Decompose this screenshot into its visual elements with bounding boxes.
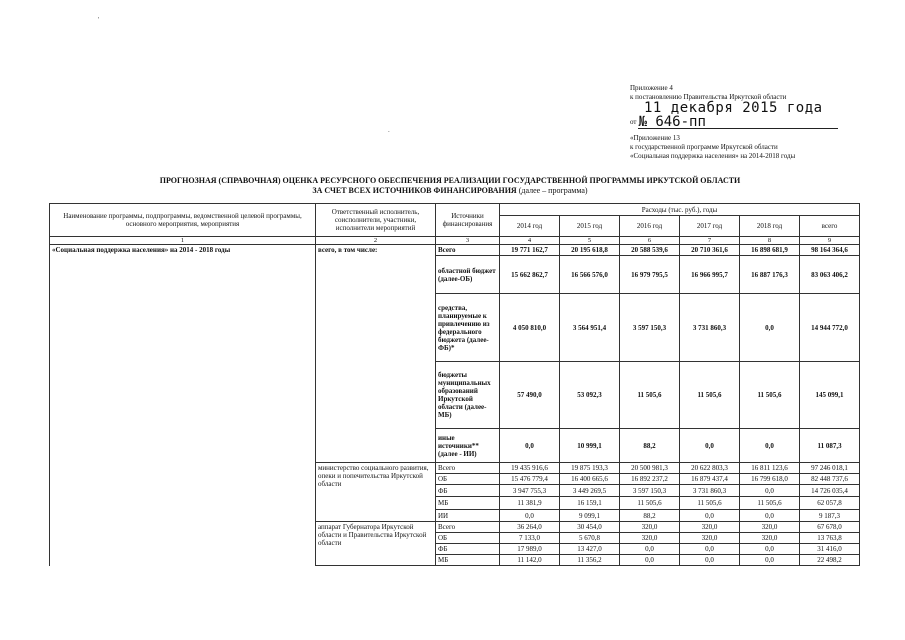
value-cell: 16 799 618,0 <box>740 474 800 485</box>
value-cell: 82 448 737,6 <box>800 474 860 485</box>
table-row <box>50 463 860 474</box>
financing-table <box>49 203 860 566</box>
source-cell: Всего <box>436 522 500 533</box>
underline <box>638 128 838 129</box>
value-cell: 14 726 035,4 <box>800 485 860 497</box>
index-cell: 3 <box>436 237 500 245</box>
header-total: всего <box>800 216 860 237</box>
value-cell: 16 566 576,0 <box>560 256 620 294</box>
source-cell: Всего <box>436 463 500 474</box>
title-line: ПРОГНОЗНАЯ (СПРАВОЧНАЯ) ОЦЕНКА РЕСУРСНОГО ОБЕСПЕЧЕНИЯ РЕАЛИЗАЦИИ ГОСУДАРСТВЕННОЙ ПРОГРАММЫ ИРКУТСКОЙ ОБЛАСТИ <box>159 176 741 185</box>
value-cell: 320,0 <box>680 533 740 544</box>
program-ref-line: к государственной программе Иркутской области <box>630 143 778 151</box>
index-cell: 1 <box>50 237 316 245</box>
title-suffix: (далее – программа) <box>516 186 588 195</box>
value-cell: 0,0 <box>680 555 740 566</box>
value-cell: 0,0 <box>740 429 800 463</box>
source-cell: МБ <box>436 555 500 566</box>
blank-name-cell <box>50 463 316 566</box>
header-source: Источники финансирования <box>436 204 500 237</box>
value-cell: 0,0 <box>740 485 800 497</box>
value-cell: 0,0 <box>680 544 740 555</box>
value-cell: 320,0 <box>680 522 740 533</box>
value-cell: 3 597 150,3 <box>620 485 680 497</box>
value-cell: 320,0 <box>740 533 800 544</box>
value-cell: 3 731 860,3 <box>680 294 740 362</box>
value-cell: 4 050 810,0 <box>500 294 560 362</box>
value-cell: 19 771 162,7 <box>500 245 560 256</box>
index-cell: 2 <box>316 237 436 245</box>
value-cell: 320,0 <box>620 522 680 533</box>
value-cell: 9 187,3 <box>800 510 860 522</box>
value-cell: 16 887 176,3 <box>740 256 800 294</box>
title-line <box>100 186 800 196</box>
value-cell: 0,0 <box>620 544 680 555</box>
value-cell: 17 989,0 <box>500 544 560 555</box>
value-cell: 16 400 665,6 <box>560 474 620 485</box>
value-cell: 0,0 <box>680 429 740 463</box>
value-cell: 11 505,6 <box>740 362 800 429</box>
value-cell: 10 999,1 <box>560 429 620 463</box>
index-cell: 6 <box>620 237 680 245</box>
source-cell: бюджеты муниципальных образований Иркутской области (далее-МБ) <box>436 362 500 429</box>
value-cell: 57 490,0 <box>500 362 560 429</box>
value-cell: 11 505,6 <box>620 362 680 429</box>
value-cell: 20 588 539,6 <box>620 245 680 256</box>
value-cell: 16 979 795,5 <box>620 256 680 294</box>
value-cell: 15 662 862,7 <box>500 256 560 294</box>
header-year: 2014 год <box>500 216 560 237</box>
scan-mark: ' <box>98 16 100 24</box>
title-line-2: ЗА СЧЕТ ВСЕХ ИСТОЧНИКОВ ФИНАНСИРОВАНИЯ <box>312 186 517 195</box>
program-reference <box>630 134 870 161</box>
value-cell: 83 063 406,2 <box>800 256 860 294</box>
value-cell: 62 057,8 <box>800 497 860 510</box>
value-cell: 19 435 916,6 <box>500 463 560 474</box>
value-cell: 3 731 860,3 <box>680 485 740 497</box>
value-cell: 98 164 364,6 <box>800 245 860 256</box>
value-cell: 53 092,3 <box>560 362 620 429</box>
value-cell: 0,0 <box>500 429 560 463</box>
value-cell: 9 099,1 <box>560 510 620 522</box>
value-cell: 0,0 <box>740 555 800 566</box>
value-cell: 16 159,1 <box>560 497 620 510</box>
source-cell: ФБ <box>436 485 500 497</box>
value-cell: 16 879 437,4 <box>680 474 740 485</box>
value-cell: 3 947 755,3 <box>500 485 560 497</box>
value-cell: 11 087,3 <box>800 429 860 463</box>
value-cell: 88,2 <box>620 429 680 463</box>
value-cell: 145 099,1 <box>800 362 860 429</box>
value-cell: 3 564 951,4 <box>560 294 620 362</box>
header-expenses: Расходы (тыс. руб.), годы <box>500 204 860 216</box>
value-cell: 16 966 995,7 <box>680 256 740 294</box>
governor-executor: аппарат Губернатора Иркутской области и Правительства Иркутской области <box>316 522 436 566</box>
value-cell: 16 898 681,9 <box>740 245 800 256</box>
scan-mark: . <box>388 126 390 134</box>
value-cell: 11 142,0 <box>500 555 560 566</box>
value-cell: 88,2 <box>620 510 680 522</box>
value-cell: 67 678,0 <box>800 522 860 533</box>
value-cell: 3 597 150,3 <box>620 294 680 362</box>
source-cell: ИИ <box>436 510 500 522</box>
value-cell: 320,0 <box>740 522 800 533</box>
number-value: № 646-пп <box>638 114 706 130</box>
number-prefix: от <box>630 118 637 126</box>
value-cell: 20 500 981,3 <box>620 463 680 474</box>
value-cell: 11 505,6 <box>620 497 680 510</box>
document-title <box>100 176 800 196</box>
value-cell: 0,0 <box>500 510 560 522</box>
value-cell: 11 381,9 <box>500 497 560 510</box>
source-cell: иные источники** (далее - ИИ) <box>436 429 500 463</box>
index-cell: 9 <box>800 237 860 245</box>
source-cell: ОБ <box>436 533 500 544</box>
index-cell: 8 <box>740 237 800 245</box>
header-name: Наименование программы, подпрограммы, ведомственной целевой программы, основного мероприятия, мероприятия <box>50 204 316 237</box>
source-cell: средства, планируемые к привлечению из федерального бюджета (далее-ФБ)* <box>436 294 500 362</box>
program-name: «Социальная поддержка населения» на 2014 - 2018 годы <box>50 245 316 463</box>
value-cell: 16 811 123,6 <box>740 463 800 474</box>
source-cell: Всего <box>436 245 500 256</box>
value-cell: 11 505,6 <box>680 362 740 429</box>
value-cell: 14 944 772,0 <box>800 294 860 362</box>
header-year: 2018 год <box>740 216 800 237</box>
program-executor: всего, в том числе: <box>316 245 436 463</box>
value-cell: 20 710 361,6 <box>680 245 740 256</box>
ministry-executor: министерство социального развития, опеки и попечительства Иркутской области <box>316 463 436 522</box>
appendix-line: к постановлению Правительства Иркутской области <box>630 93 787 101</box>
value-cell: 13 763,8 <box>800 533 860 544</box>
appendix-line: Приложение 4 <box>630 84 673 92</box>
value-cell: 13 427,0 <box>560 544 620 555</box>
value-cell: 20 622 803,3 <box>680 463 740 474</box>
index-cell: 5 <box>560 237 620 245</box>
source-cell: МБ <box>436 497 500 510</box>
source-cell: ФБ <box>436 544 500 555</box>
value-cell: 5 670,8 <box>560 533 620 544</box>
value-cell: 19 875 193,3 <box>560 463 620 474</box>
value-cell: 31 416,0 <box>800 544 860 555</box>
value-cell: 11 356,2 <box>560 555 620 566</box>
table-row <box>50 245 860 256</box>
value-cell: 30 454,0 <box>560 522 620 533</box>
value-cell: 0,0 <box>740 544 800 555</box>
value-cell: 0,0 <box>740 294 800 362</box>
index-cell: 7 <box>680 237 740 245</box>
index-cell: 4 <box>500 237 560 245</box>
header-year: 2017 год <box>680 216 740 237</box>
header-executor: Ответственный исполнитель, соисполнители, участники, исполнители мероприятий <box>316 204 436 237</box>
appendix-block <box>630 84 870 160</box>
value-cell: 11 505,6 <box>740 497 800 510</box>
value-cell: 16 892 237,2 <box>620 474 680 485</box>
value-cell: 3 449 269,5 <box>560 485 620 497</box>
value-cell: 15 476 779,4 <box>500 474 560 485</box>
value-cell: 0,0 <box>740 510 800 522</box>
value-cell: 36 264,0 <box>500 522 560 533</box>
value-cell: 0,0 <box>620 555 680 566</box>
header-year: 2015 год <box>560 216 620 237</box>
value-cell: 97 246 018,1 <box>800 463 860 474</box>
value-cell: 0,0 <box>680 510 740 522</box>
index-row <box>50 237 860 245</box>
value-cell: 7 133,0 <box>500 533 560 544</box>
program-ref-line: «Приложение 13 <box>630 134 680 142</box>
value-cell: 22 498,2 <box>800 555 860 566</box>
header-year: 2016 год <box>620 216 680 237</box>
source-cell: ОБ <box>436 474 500 485</box>
source-cell: областной бюджет (далее-ОБ) <box>436 256 500 294</box>
value-cell: 320,0 <box>620 533 680 544</box>
value-cell: 11 505,6 <box>680 497 740 510</box>
program-ref-line: «Социальная поддержка населения» на 2014-2018 годы <box>630 152 796 160</box>
value-cell: 20 195 618,8 <box>560 245 620 256</box>
resolution-date: 11 декабря 2015 года <box>644 100 823 116</box>
